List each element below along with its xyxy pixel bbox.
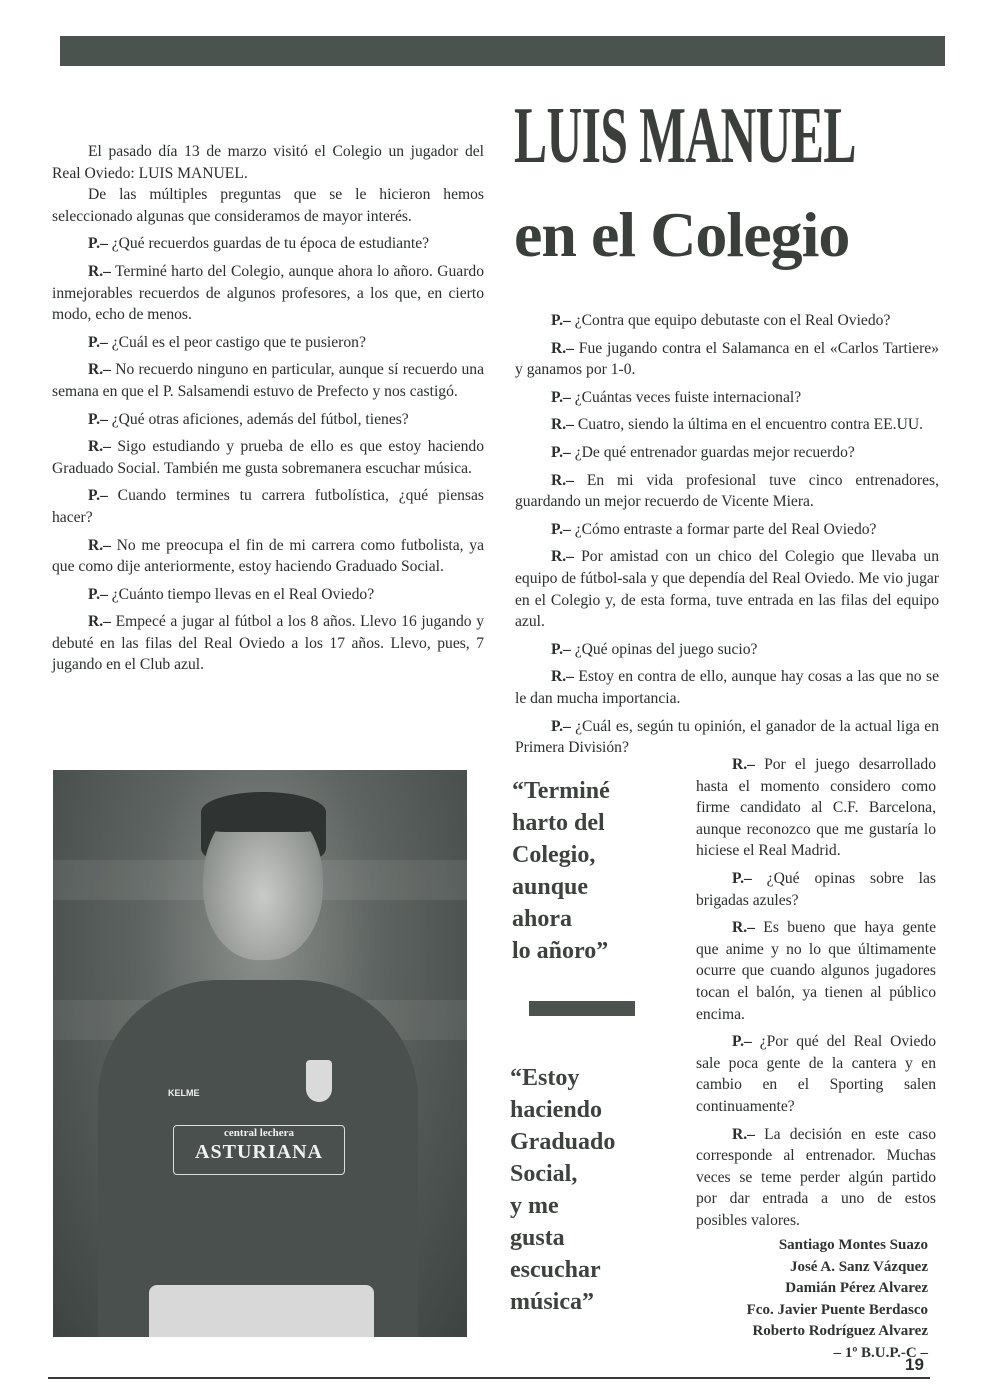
quote-line: Social, [510,1161,578,1187]
question-label: P.– [88,585,108,603]
question [515,442,939,464]
qa-text: ¿Qué otras aficiones, además del fútbol, tienes? [107,410,409,428]
answer-label: R.– [88,438,111,456]
credit-line: Damián Pérez Alvarez [785,1280,928,1296]
answer-label: R.– [732,756,755,773]
answer [696,917,936,1025]
credit-line: Santiago Montes Suazo [778,1237,928,1253]
qa-text: Cuatro, siendo la última en el encuentro contra EE.UU. [573,416,923,434]
answer [515,666,939,709]
question [52,233,484,255]
question-label: P.– [88,410,108,428]
article-title: LUIS MANUEL [514,92,856,180]
pull-quote-1 [512,775,610,967]
quote-line: gusta [510,1225,565,1251]
answer [515,470,939,513]
qa-text: Fue jugando contra el Salamanca en el «Carlos Tartiere» y ganamos por 1-0. [515,339,939,379]
qa-list [515,310,939,759]
quote-line: escuchar [510,1257,601,1283]
qa-text: Cuando termines tu carrera futbolística, ¿qué piensas hacer? [52,487,484,526]
author-credits [747,1235,928,1364]
qa-text: En mi vida profesional tuve cinco entrenadores, guardando un mejor recuerdo de Vicente Miera. [515,471,939,511]
question-label: P.– [551,520,571,538]
qa-text: ¿Por qué del Real Oviedo sale poca gente de la cantera y en cambio en el Sporting salen continuamente? [696,1033,936,1115]
answer [696,754,936,862]
right-column [515,310,939,765]
qa-text: ¿Qué opinas sobre las brigadas azules? [696,869,936,909]
quote-line: ahora [512,906,572,932]
question [52,409,484,431]
question-label: P.– [88,235,108,253]
question-label: P.– [88,487,108,505]
qa-text: ¿Qué recuerdos guardas de tu época de estudiante? [107,235,430,253]
quote-line: harto del [512,810,605,836]
qa-text: Por el juego desarrollado hasta el momento considero como firme candidato al C.F. Barcelona, aunque reconozco que me gustaría lo hiciese el Real Madrid. [696,756,936,860]
qa-text: ¿Cuánto tiempo llevas en el Real Oviedo? [107,585,375,603]
quote-divider [529,1001,635,1016]
qa-text: No me preocupa el fin de mi carrera como futbolista, ya que como dije anteriormente, estoy haciendo Graduado Social. [52,536,484,576]
question-label: P.– [551,388,571,406]
intro-paragraph: El pasado día 13 de marzo visitó el Colegio un jugador del Real Oviedo: LUIS MANUEL. [52,143,484,182]
question [696,868,936,911]
answer-label: R.– [88,613,111,631]
qa-text: ¿Cuál es, según tu opinión, el ganador de la actual liga en Primera División? [515,717,939,757]
question [52,332,484,354]
answer [515,546,939,632]
answer-label: R.– [88,361,111,379]
answer-label: R.– [551,471,574,489]
narrow-column [696,754,936,1237]
answer-label: R.– [732,1125,755,1143]
qa-text: Empecé a jugar al fútbol a los 8 años. Llevo 16 jugando y debuté en las filas del Real Oviedo a los 17 años. Llevo, pues, 7 jugando en el Club azul. [52,613,484,674]
answer [52,359,484,402]
club-crest-icon [306,1060,332,1102]
question-label: P.– [732,1033,752,1051]
question-label: P.– [551,443,571,461]
question [52,485,484,528]
qa-text: No recuerdo ninguno en particular, aunque sí recuerdo una semana en que el P. Salsamendi estuvo de Prefecto y nos castigó. [52,361,484,400]
question [515,310,939,332]
answer-label: R.– [551,668,574,686]
qa-text: Estoy en contra de ello, aunque hay cosas a las que no se le dan mucha importancia. [515,668,939,707]
quote-line: lo añoro” [512,938,609,964]
question-label: P.– [88,333,108,351]
answer-label: R.– [551,548,574,566]
quote-line: “Estoy [510,1065,580,1091]
quote-line: Graduado [510,1129,616,1155]
answer [515,338,939,381]
hair-top [201,792,326,832]
header-bar [60,36,945,66]
question [515,716,939,759]
quote-line: y me [510,1193,559,1219]
sponsor-bottom: ASTURIANA [195,1141,323,1163]
sponsor-top: central lechera [224,1127,294,1139]
qa-text: La decisión en este caso corresponde al entrenador. Muchas veces se teme perder algún partido por dar entrada a uno de estos posibles valores. [696,1125,936,1229]
question-label: P.– [551,312,571,329]
answer [52,436,484,479]
article-subtitle: en el Colegio [514,199,850,270]
answer-label: R.– [88,262,111,280]
answer-label: R.– [88,536,111,554]
question [515,387,939,409]
qa-text: ¿De qué entrenador guardas mejor recuerdo? [570,443,855,461]
shirt-sponsor [173,1125,345,1175]
credit-line: Fco. Javier Puente Berdasco [746,1301,928,1318]
qa-list [52,233,484,676]
question-label: P.– [551,717,571,735]
pull-quote-2 [510,1062,615,1318]
qa-text: ¿Cuál es el peor castigo que te pusieron? [107,333,366,351]
answer-label: R.– [732,919,755,937]
quote-line: haciendo [510,1097,603,1123]
qa-text: Terminé harto del Colegio, aunque ahora lo añoro. Guardo inmejorables recuerdos de algunos profesores, a los que, en cierto modo, echo de menos. [52,262,484,324]
qa-list [696,754,936,1231]
class-label: – 1º B.U.P.-C – [833,1344,928,1361]
question-label: P.– [551,640,571,658]
player-photo [53,770,467,1337]
answer [696,1124,936,1232]
answer-label: R.– [551,416,574,434]
qa-text: ¿Contra que equipo debutaste con el Real Oviedo? [570,312,891,329]
page-number: 19 [905,1355,924,1374]
credit-line: Roberto Rodríguez Alvarez [752,1323,928,1339]
quote-line: aunque [512,874,589,900]
qa-text: Por amistad con un chico del Colegio que llevaba un equipo de fútbol-sala y que dependía del Real Oviedo. Me vio jugar en el Colegio y, de esta forma, tuve entrada en las filas del equipo azul. [515,548,939,631]
quote-line: Colegio, [512,842,596,868]
kit-brand: KELME [168,1088,200,1098]
shorts [149,1285,374,1337]
left-column [52,141,484,682]
question [515,639,939,661]
qa-text: Es bueno que haya gente que anime y no lo que últimamente ocurre que cuando algunos jugadores tocan el balón, ya tienen al público encima. [696,919,936,1023]
answer [52,261,484,326]
credit-line: José A. Sanz Vázquez [789,1258,928,1275]
quote-line: música” [510,1289,594,1315]
qa-text: ¿Qué opinas del juego sucio? [570,640,758,658]
qa-text: Sigo estudiando y prueba de ello es que estoy haciendo Graduado Social. También me gusta sobremanera escuchar música. [52,438,484,477]
answer-label: R.– [551,339,574,357]
question [515,519,939,541]
qa-text: ¿Cuántas veces fuiste internacional? [570,388,802,406]
answer [52,535,484,578]
question-label: P.– [732,869,752,887]
qa-text: ¿Cómo entraste a formar parte del Real Oviedo? [570,520,877,538]
footer-rule [48,1377,930,1379]
answer [515,414,939,436]
question [52,584,484,606]
answer [52,611,484,676]
quote-line: “Terminé [512,778,610,804]
question [696,1031,936,1117]
intro-paragraph: De las múltiples preguntas que se le hicieron hemos seleccionado algunas que consideramos de mayor interés. [52,186,484,225]
